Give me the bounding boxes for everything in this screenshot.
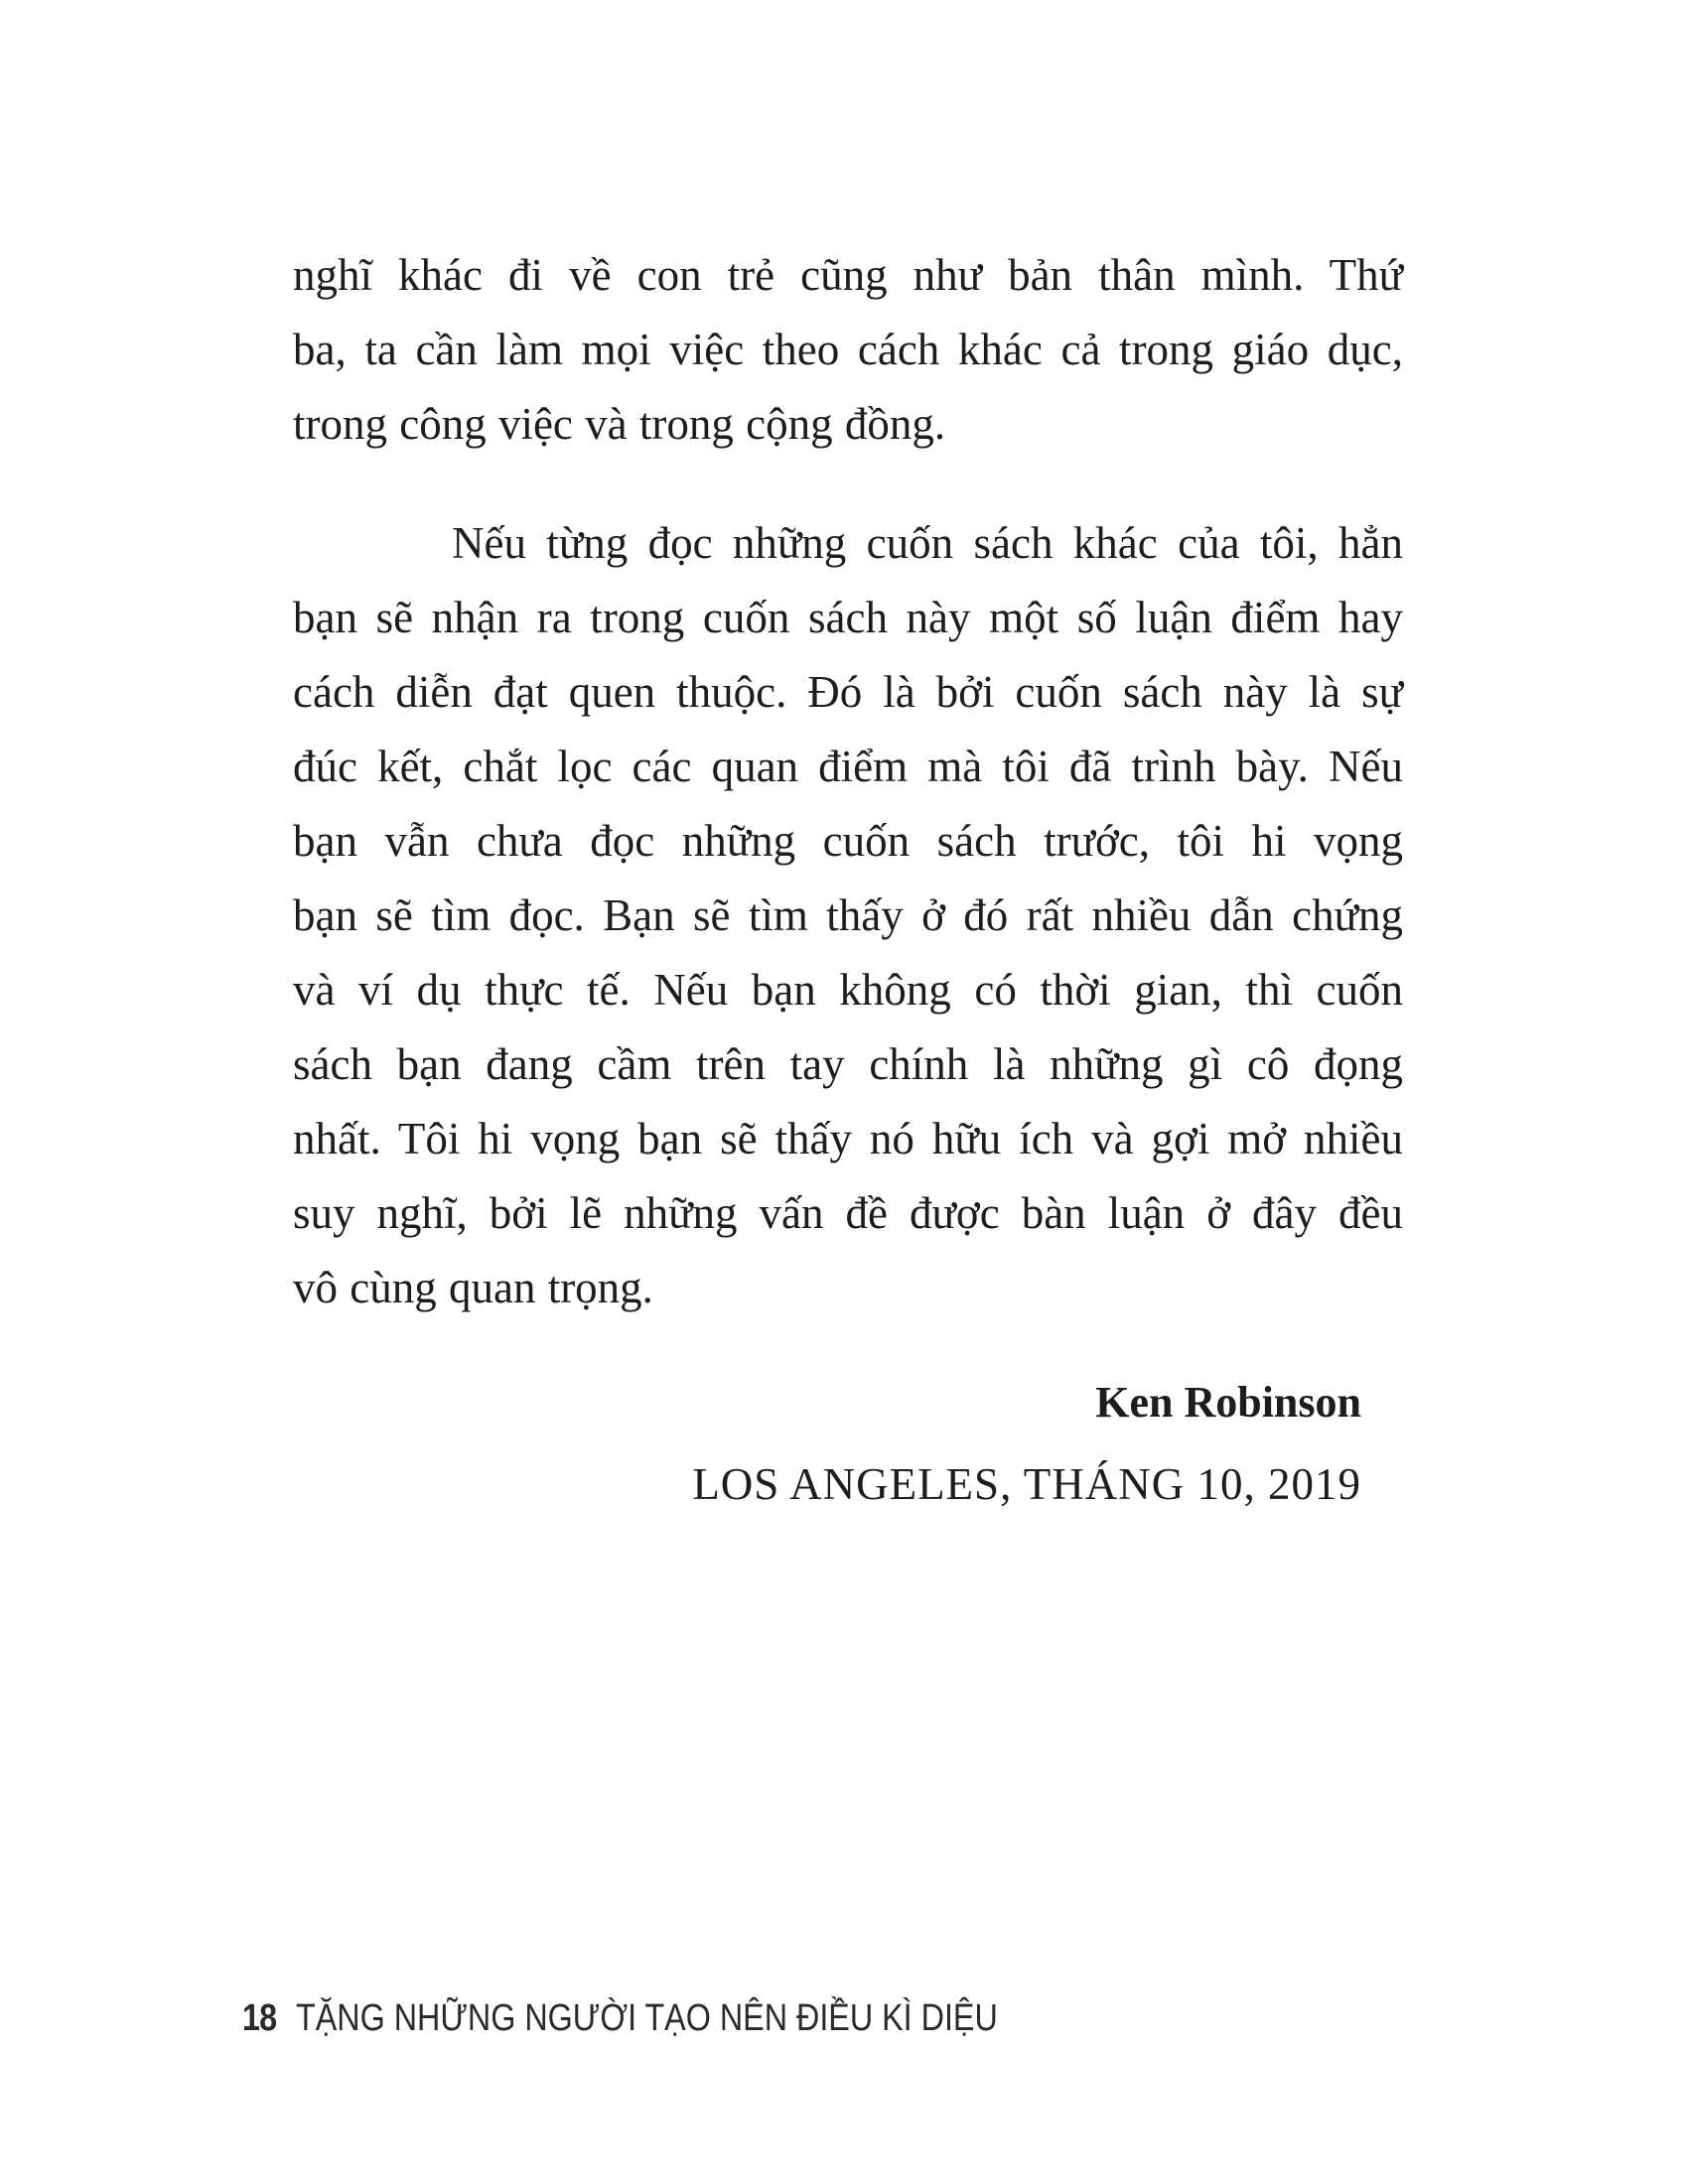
paragraph [293,506,1403,1325]
text-line: sách bạn đang cầm trên tay chính là những gì cô đọng [293,1039,1403,1089]
text-line: đúc kết, chắt lọc các quan điểm mà tôi đã trình bày. Nếu [293,742,1403,791]
page-number: 18 [242,1997,277,2039]
text-line: trong công việc và trong cộng đồng. [293,399,946,449]
text-line: bạn sẽ nhận ra trong cuốn sách này một số luận điểm hay [293,593,1403,642]
body-text [293,238,1403,1522]
text-line: ba, ta cần làm mọi việc theo cách khác cả trong giáo dục, [293,325,1403,374]
running-title: TẶNG NHỮNG NGƯỜI TẠO NÊN ĐIỀU KÌ DIỆU [296,1997,999,2039]
text-line: Nếu từng đọc những cuốn sách khác của tôi, hẳn [452,518,1403,568]
text-line: suy nghĩ, bởi lẽ những vấn đề được bàn luận ở đây đều [293,1188,1403,1238]
signature-place-date: LOS ANGELES, THÁNG 10, 2019 [692,1459,1361,1509]
signature-block [293,1365,1403,1522]
page-footer [242,1997,1122,2040]
author-name: Ken Robinson [1095,1378,1361,1427]
text-line: vô cùng quan trọng. [293,1263,653,1312]
text-line: cách diễn đạt quen thuộc. Đó là bởi cuốn sách này là sự [293,667,1403,717]
text-line: nghĩ khác đi về con trẻ cũng như bản thân mình. Thứ [293,250,1403,300]
paragraph-continuation [293,238,1403,462]
text-line: bạn sẽ tìm đọc. Bạn sẽ tìm thấy ở đó rất nhiều dẫn chứng [293,890,1403,940]
text-line: bạn vẫn chưa đọc những cuốn sách trước, tôi hi vọng [293,816,1403,866]
text-line: và ví dụ thực tế. Nếu bạn không có thời gian, thì cuốn [293,965,1403,1015]
text-line: nhất. Tôi hi vọng bạn sẽ thấy nó hữu ích và gợi mở nhiều [293,1114,1403,1163]
